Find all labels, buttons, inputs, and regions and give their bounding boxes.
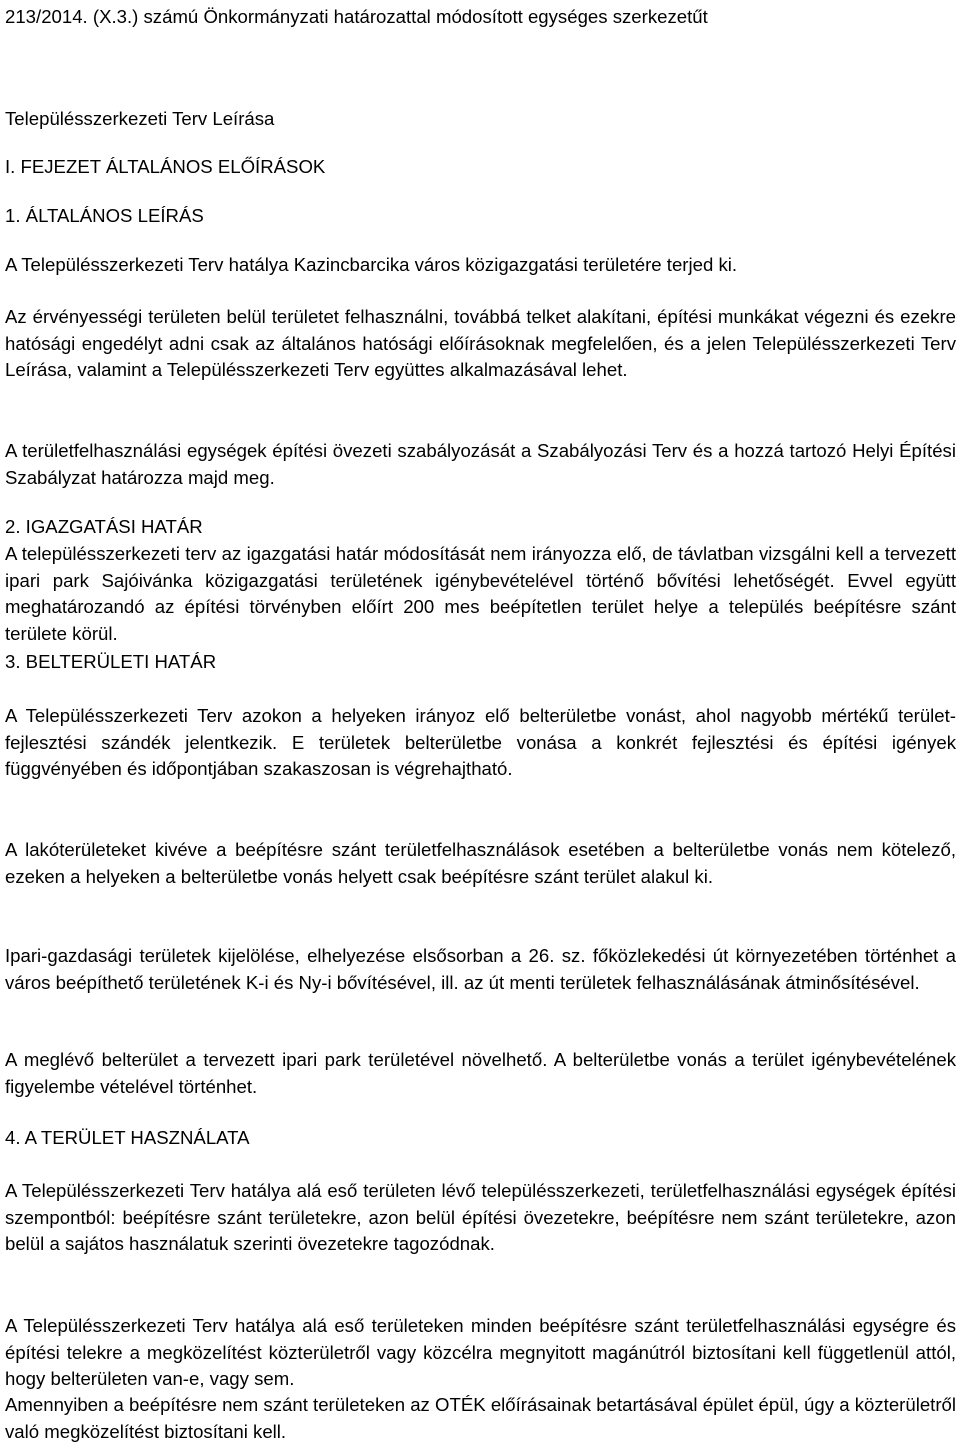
section-heading: 4. A TERÜLET HASZNÁLATA xyxy=(5,1127,250,1148)
document-title: Településszerkezeti Terv Leírása xyxy=(5,108,275,129)
section-heading: 1. ÁLTALÁNOS LEÍRÁS xyxy=(5,205,204,226)
paragraph: A Településszerkezeti Terv hatálya Kazincbarcika város közigazgatási területére terjed ki. xyxy=(5,254,738,275)
paragraph: A településszerkezeti terv az igazgatási határ módosítását nem irányozza elő, de távlatban vizsgálni kell a tervezett ipari park Sajóivánka közigazgatási területének igénybevételével történő bővítési lehetőségét. Evvel együtt meghatározandó az építési törvényben előírt 200 mes beépítetlen terület helye a település beépítésre szánt területe körül. xyxy=(5,543,956,644)
paragraph: A lakóterületeket kivéve a beépítésre szánt területfelhasználások esetében a belterületbe vonás nem kötelező, ezeken a helyeken a belterületbe vonás helyett csak beépítésre szánt terület alakul ki. xyxy=(5,839,956,887)
paragraph: Az érvényességi területen belül területet felhasználni, továbbá telket alakítani, építési munkákat végezni és ezekre hatósági engedélyt adni csak az általános hatósági előírásoknak megfelelően, és a jelen Településszerkezeti Terv Leírása, valamint a Településszerkezeti Terv együttes alkalmazásával lehet. xyxy=(5,306,956,381)
chapter-heading: I. FEJEZET ÁLTALÁNOS ELŐÍRÁSOK xyxy=(5,156,326,177)
paragraph: A Településszerkezeti Terv hatálya alá eső területeken minden beépítésre szánt területfelhasználási egységre és építési telekre a megközelítést közterületről vagy közcélra megnyitott magánútról biztosítani kell függetlenül attól, hogy belterületen van-e, vagy sem. xyxy=(5,1315,956,1390)
document-header: 213/2014. (X.3.) számú Önkormányzati határozattal módosított egységes szerkezetűt xyxy=(5,6,708,27)
paragraph: Ipari-gazdasági területek kijelölése, elhelyezése elsősorban a 26. sz. főközlekedési út környezetében történhet a város beépíthető területének K-i és Ny-i bővítésével, ill. az út menti területek felhasználásának átminősítésével. xyxy=(5,945,956,993)
section-heading: 2. IGAZGATÁSI HATÁR xyxy=(5,516,203,537)
paragraph: A meglévő belterület a tervezett ipari park területével növelhető. A belterületbe vonás a terület igénybevételének figyelembe vételével történhet. xyxy=(5,1049,956,1097)
section-heading: 3. BELTERÜLETI HATÁR xyxy=(5,651,217,672)
paragraph: A Településszerkezeti Terv azokon a helyeken irányoz elő belterületbe vonást, ahol nagyobb mértékű terület-fejlesztési szándék jelentkezik. E területek belterületbe vonása a konkrét fejlesztési és építési igények függvényében és időpontjában szakaszosan is végrehajtható. xyxy=(5,705,956,780)
paragraph: A Településszerkezeti Terv hatálya alá eső területen lévő településszerkezeti, területfelhasználási egységek építési szempontból: beépítésre szánt területekre, azon belül építési övezetekre, beépítésre nem szánt területekre, azon belül a sajátos használatuk szerinti övezetekre tagozódnak. xyxy=(5,1180,956,1255)
paragraph: A területfelhasználási egységek építési övezeti szabályozását a Szabályozási Terv és a hozzá tartozó Helyi Építési Szabályzat határozza majd meg. xyxy=(5,440,956,488)
paragraph: Amennyiben a beépítésre nem szánt területeken az OTÉK előírásainak betartásával épület épül, úgy a közterületről való megközelítést biztosítani kell. xyxy=(5,1394,956,1442)
